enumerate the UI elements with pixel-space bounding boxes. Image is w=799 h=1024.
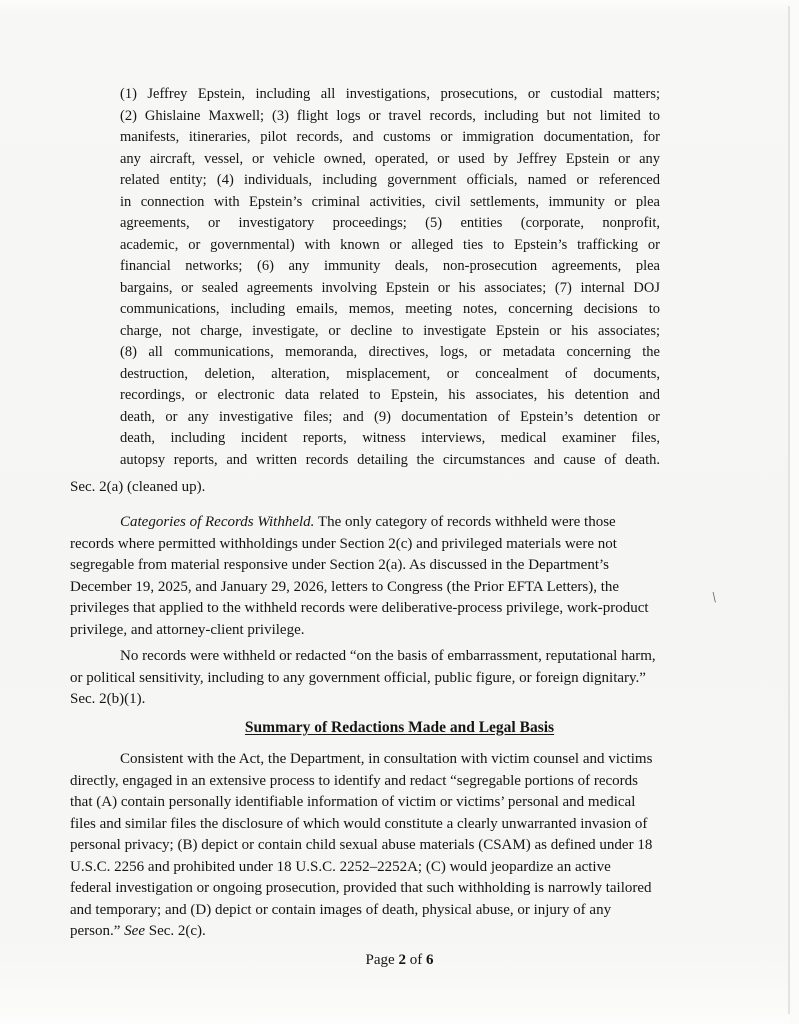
categories-paragraph [70, 512, 750, 641]
text-line: Sec. 2(b)(1). [70, 691, 146, 707]
categories-lead-italic: Categories of Records Withheld. [120, 514, 315, 530]
footer-of-word: of [405, 952, 426, 968]
no-records-paragraph [70, 646, 750, 711]
text-line: bargains, or sealed agreements involving Epstein or his associates; (7) internal DOJ [120, 279, 660, 296]
scan-edge-strip [790, 0, 799, 1024]
text-line: related entity; (4) individuals, including government officials, named or referenced [120, 172, 660, 188]
categories-paragraph-lines [70, 534, 750, 642]
text-line: in connection with Epstein’s criminal activities, civil settlements, immunity or plea [120, 193, 660, 210]
consistent-last-line-end: Sec. 2(c). [144, 923, 206, 939]
text-line: records where permitted withholdings under Section 2(c) and privileged materials were not [70, 535, 617, 552]
categories-first-line-rest: The only category of records withheld were those [314, 514, 616, 530]
text-line: charge, not charge, investigate, or decline to investigate Epstein or his associates; [120, 322, 660, 339]
text-line: and temporary; and (D) depict or contain images of death, physical abuse, or injury of any [70, 901, 612, 918]
text-line: or political sensitivity, including to any government official, public figure, or foreign dignitary.” [70, 669, 646, 686]
sec-2a-citation [70, 477, 740, 499]
text-line: death, including incident reports, witness interviews, medical examiner files, [120, 430, 660, 446]
text-line: manifests, itineraries, pilot records, and customs or immigration documentation, for [120, 129, 660, 145]
section-heading-wrap [0, 717, 799, 739]
consistent-paragraph-lines [70, 771, 750, 922]
text-line [70, 921, 750, 943]
section-heading: Summary of Redactions Made and Legal Basis [244, 719, 555, 736]
blockquote-record-categories [120, 84, 660, 471]
see-italic: See [124, 923, 145, 939]
text-line: communications, including emails, memos, meeting notes, concerning decisions to [120, 301, 660, 317]
text-line: recordings, or electronic data related to Epstein, his associates, his detention and [120, 387, 660, 403]
scan-artifact-mark: \ [711, 589, 718, 607]
page-footer [0, 950, 799, 972]
text-line: Consistent with the Act, the Department, in consultation with victim counsel and victims [120, 751, 653, 767]
text-line: No records were withheld or redacted “on the basis of embarrassment, reputational harm, [120, 648, 656, 664]
text-line: privilege, and attorney-client privilege. [70, 621, 305, 638]
no-records-paragraph-lines [70, 668, 750, 711]
text-line [70, 512, 750, 534]
text-line: any aircraft, vessel, or vehicle owned, operated, or used by Jeffrey Epstein or any [120, 150, 660, 167]
text-line: destruction, deletion, alteration, misplacement, or concealment of documents, [120, 365, 660, 382]
consistent-paragraph [70, 749, 750, 943]
text-line: (8) all communications, memoranda, directives, logs, or metadata concerning the [120, 344, 660, 360]
text-line: agreements, or investigatory proceedings; (5) entities (corporate, nonprofit, [120, 215, 660, 231]
text-line: autopsy reports, and written records detailing the circumstances and cause of death. [120, 451, 660, 468]
text-line: federal investigation or ongoing prosecution, provided that such withholding is narrowly tailored [70, 880, 652, 896]
text-line: privileges that applied to the withheld records were deliberative-process privilege, work-product [70, 600, 649, 616]
text-line: U.S.C. 2256 and prohibited under 18 U.S.C. 2252–2252A; (C) would jeopardize an active [70, 858, 611, 875]
text-line: that (A) contain personally identifiable information of victim or victims’ personal and medical [70, 794, 636, 810]
footer-total-pages: 6 [425, 952, 434, 968]
text-line: files and similar files the disclosure of which would constitute a clearly unwarranted invasion of [70, 815, 648, 832]
text-line: directly, engaged in an extensive process to identify and redact “segregable portions of records [70, 772, 638, 789]
text-line: segregable from material responsive under Section 2(a). As discussed in the Department’s [70, 557, 610, 573]
text-line: financial networks; (6) any immunity deals, non-prosecution agreements, plea [120, 258, 660, 274]
text-line: personal privacy; (B) depict or contain child sexual abuse materials (CSAM) as defined under 18 [70, 837, 653, 853]
text-line: Sec. 2(a) (cleaned up). [70, 479, 206, 495]
footer-page-word: Page [365, 952, 399, 968]
footer-page-number: 2 [398, 952, 406, 968]
text-line: death, or any investigative files; and (9) documentation of Epstein’s detention or [120, 408, 660, 425]
text-line: academic, or governmental) with known or alleged ties to Epstein’s trafficking or [120, 236, 660, 253]
consistent-last-line-start: person.” [70, 923, 125, 939]
text-line: (1) Jeffrey Epstein, including all investigations, prosecutions, or custodial matters; [120, 86, 660, 102]
text-line: (2) Ghislaine Maxwell; (3) flight logs or travel records, including but not limited to [120, 107, 660, 124]
text-line: December 19, 2025, and January 29, 2026, letters to Congress (the Prior EFTA Letters), the [70, 578, 620, 595]
